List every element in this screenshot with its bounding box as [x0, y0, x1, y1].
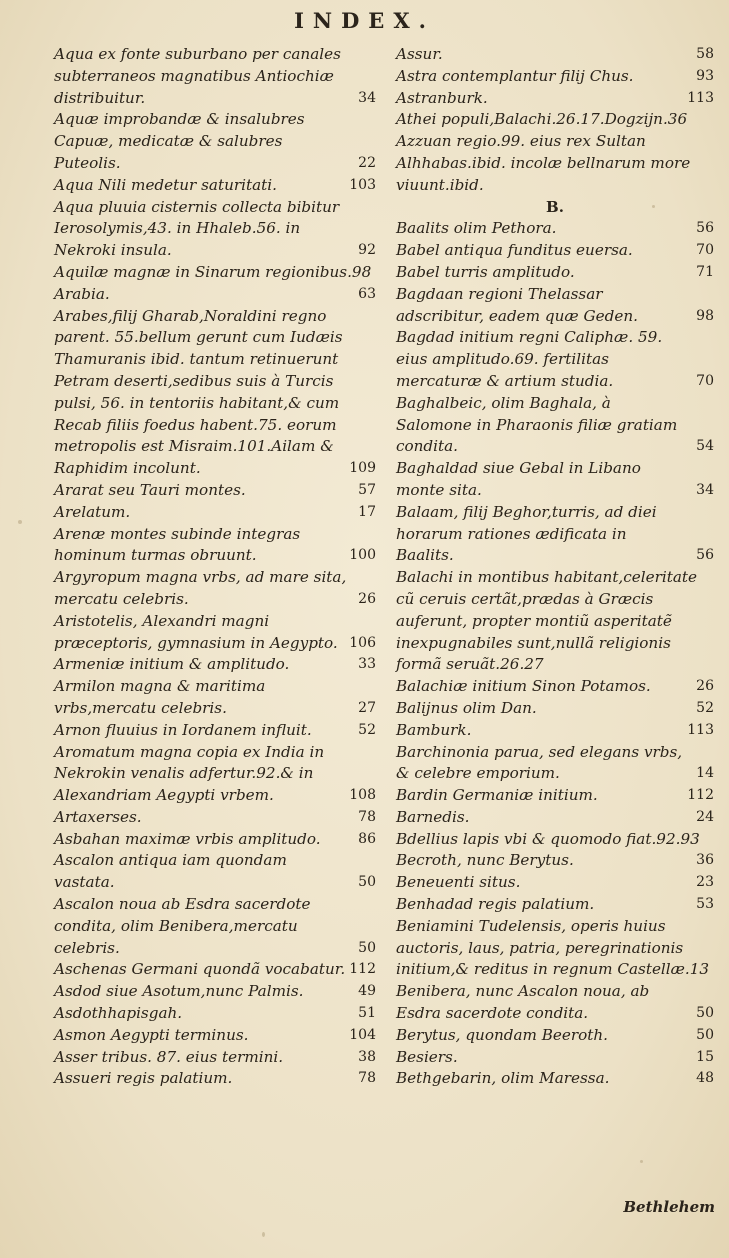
page-number: 100: [349, 547, 376, 564]
page-number: 50: [358, 939, 376, 956]
index-entry: [54, 981, 376, 1003]
page-number: 23: [696, 874, 714, 891]
index-entry: [396, 1047, 714, 1069]
entry-text: Aromatum magna copia ex India in Nekrokin venalis adfertur.92.& in Alexandriam Aegypti vrbem.: [54, 742, 325, 805]
entry-text: Arabes,filij Gharab,Noraldini regno parent. 55.bellum gerunt cum Iudæis Thamuranis ibid. tantum retinuerunt Petram deserti,sedibus suis à Turcis pulsi, 56. in tentoriis habitant,& cum Recab filiis foedus habent.75. eorum metropolis est Misraim.101.Ailam & Raphidim incolunt.: [54, 306, 343, 478]
page-number: 54: [696, 438, 714, 455]
page-number: 34: [358, 89, 376, 106]
page-number: 53: [696, 896, 714, 913]
index-entry: [396, 785, 714, 807]
index-entry: [396, 916, 714, 981]
page-number: 93: [696, 67, 714, 84]
entry-text: Ascalon antiqua iam quondam vastata.: [54, 851, 287, 892]
page-number: 50: [358, 874, 376, 891]
entry-text: Argyropum magna vrbs, ad mare sita, mercatu celebris.: [54, 568, 347, 608]
page-number: 108: [349, 787, 376, 804]
index-entry: [54, 502, 376, 524]
index-entry: [396, 240, 714, 262]
entry-text: Aqua Nili medetur saturitati.: [54, 175, 277, 194]
index-entry: [54, 676, 376, 720]
index-entry: [54, 175, 376, 197]
entry-text: Bagdaan regioni Thelassar adscribitur, eadem quæ Geden.: [396, 284, 638, 325]
page-number: 112: [349, 961, 376, 978]
page-number: 103: [349, 176, 376, 193]
section-letter: B.: [546, 197, 564, 216]
entry-text: Aschenas Germani quondã vocabatur.: [54, 960, 346, 979]
index-entry: [396, 109, 714, 131]
page-number: 86: [358, 830, 376, 847]
entry-text: Asbahan maximæ vrbis amplitudo.: [54, 829, 321, 848]
page-number: 34: [696, 481, 714, 498]
index-entry: [396, 676, 714, 698]
page-number: 49: [358, 983, 376, 1000]
entry-text: Balachi in montibus habitant,celeritate cũ ceruis certãt,prædas à Græcis auferunt, propter montiũ asperitatẽ inexpugnabiles sunt,nullã religionis formã seruãt.26.27: [396, 568, 697, 674]
page-number: 70: [696, 372, 714, 389]
entry-text: Bardin Germaniæ initium.: [396, 786, 598, 805]
entry-text: Baghaldad siue Gebal in Libano monte sita.: [396, 459, 641, 499]
entry-text: Assur.: [396, 45, 443, 63]
page-number: 14: [696, 765, 714, 782]
page-number: 113: [687, 89, 714, 106]
page-number: 70: [696, 242, 714, 259]
entry-text: Baalits olim Pethora.: [396, 219, 557, 238]
index-entry: [396, 981, 714, 1025]
index-entry: [396, 284, 714, 328]
page-number: 71: [696, 263, 714, 280]
index-entry: [54, 1068, 376, 1090]
entry-text: Besiers.: [396, 1047, 458, 1066]
page-number: 98: [696, 307, 714, 324]
index-entry: [54, 197, 376, 262]
page-number: 112: [687, 787, 714, 804]
entry-text: Aqua pluuia cisternis collecta bibitur Ierosolymis,43. in Hhaleb.56. in Nekroki insula.: [54, 197, 340, 260]
entry-text: Bamburk.: [396, 720, 472, 739]
index-entry: [54, 284, 376, 306]
entry-text: Armeniæ initium & amplitudo.: [54, 655, 290, 674]
index-entry: [396, 742, 714, 786]
page-number: 78: [358, 808, 376, 825]
entry-text: Aquilæ magnæ in Sinarum regionibus.98: [54, 262, 372, 281]
index-entry: [396, 1068, 714, 1090]
index-entry: [54, 959, 376, 981]
page-number: 48: [696, 1070, 714, 1087]
page-number: 24: [696, 808, 714, 825]
entry-text: Balachiæ initium Sinon Potamos.: [396, 677, 651, 696]
index-entry: [54, 654, 376, 676]
page-number: 15: [696, 1048, 714, 1065]
page-number: 27: [358, 699, 376, 716]
index-entry: [54, 262, 376, 284]
index-entry: [396, 720, 714, 742]
index-entry: [396, 262, 714, 284]
index-entry: [54, 742, 376, 807]
index-entry: [396, 458, 714, 502]
entry-text: Babel antiqua funditus euersa.: [396, 241, 633, 260]
page-number: 92: [358, 242, 376, 259]
index-entry: [396, 894, 714, 916]
page-number: 113: [687, 721, 714, 738]
page-number: 26: [696, 678, 714, 695]
entry-text: Benhadad regis palatium.: [396, 895, 595, 914]
index-entry: [396, 131, 714, 196]
index-entry: [396, 44, 714, 66]
page-number: 26: [358, 590, 376, 607]
index-entry: [54, 807, 376, 829]
index-entry: [396, 66, 714, 88]
index-entry: [54, 611, 376, 655]
entry-text: Beneuenti situs.: [396, 873, 521, 892]
entry-text: Babel turris amplitudo.: [396, 262, 575, 281]
page-number: 63: [358, 285, 376, 302]
index-entry: [54, 1003, 376, 1025]
index-entry: [396, 698, 714, 720]
index-entry: [54, 44, 376, 109]
page-number: 109: [349, 460, 376, 477]
index-entry: [396, 807, 714, 829]
index-entry: [54, 480, 376, 502]
index-entry: [54, 850, 376, 894]
entry-text: Bethgebarin, olim Maressa.: [396, 1069, 610, 1088]
index-entry: [54, 829, 376, 851]
entry-text: Athei populi,Balachi.26.17.Dogzijn.36: [396, 110, 688, 129]
entry-text: Aqua ex fonte suburbano per canales subterraneos magnatibus Antiochiæ distribuitur.: [54, 45, 341, 107]
page-number: 104: [349, 1026, 376, 1043]
index-entry: [396, 850, 714, 872]
entry-text: Arnon fluuius in Iordanem influit.: [54, 720, 312, 739]
index-entry: [396, 88, 714, 110]
entry-text: Arelatum.: [54, 502, 131, 521]
entry-text: Astranburk.: [396, 88, 488, 107]
index-entry: [396, 327, 714, 392]
index-entry: [396, 567, 714, 676]
index-entry: [54, 306, 376, 480]
entry-text: Astra contemplantur filij Chus.: [396, 66, 634, 85]
entry-text: Barnedis.: [396, 807, 470, 826]
page-number: 50: [696, 1026, 714, 1043]
page-number: 106: [349, 634, 376, 651]
index-header: INDEX.: [294, 8, 435, 33]
page-number: 38: [358, 1048, 376, 1065]
entry-text: Aristotelis, Alexandri magni præceptoris, gymnasium in Aegypto.: [54, 611, 338, 652]
left-column: [54, 44, 376, 1090]
entry-text: Aquæ improbandæ & insalubres Capuæ, medicatæ & salubres Puteolis.: [54, 110, 305, 172]
page-number: 52: [696, 699, 714, 716]
page-number: 58: [696, 46, 714, 62]
catchword: Bethlehem: [623, 1198, 715, 1216]
page-number: 52: [358, 721, 376, 738]
entry-text: Asdothhapisgah.: [54, 1004, 183, 1023]
index-entry: [54, 720, 376, 742]
entry-text: Benibera, nunc Ascalon noua, ab Esdra sacerdote condita.: [396, 982, 650, 1023]
index-entry: [54, 894, 376, 959]
entry-text: Assueri regis palatium.: [54, 1069, 233, 1088]
page-number: 56: [696, 547, 714, 564]
page-number: 50: [696, 1005, 714, 1022]
right-column: [396, 44, 714, 1090]
entry-text: Beniamini Tudelensis, operis huius auctoris, laus, patria, peregrinationis initium,& reditus in regnum Castellæ.13: [396, 916, 710, 979]
entry-text: Azzuan regio.99. eius rex Sultan Alhhabas.ibid. incolæ bellnarum more viuunt.ibid.: [396, 132, 691, 194]
entry-text: Berytus, quondam Beeroth.: [396, 1025, 609, 1044]
index-entry: [54, 1025, 376, 1047]
entry-text: Bdellius lapis vbi & quomodo fiat.92.93: [396, 829, 700, 848]
page-number: 51: [358, 1005, 376, 1022]
entry-text: Arabia.: [54, 284, 110, 303]
page-number: 17: [358, 503, 376, 520]
entry-text: Asser tribus. 87. eius termini.: [54, 1047, 284, 1066]
page-number: 36: [696, 852, 714, 869]
index-entry: [54, 524, 376, 568]
index-entry: [396, 872, 714, 894]
entry-text: Artaxerses.: [54, 807, 142, 826]
index-entry: [396, 393, 714, 458]
entry-text: Asdod siue Asotum,nunc Palmis.: [54, 982, 304, 1001]
entry-text: Barchinonia parua, sed elegans vrbs, & celebre emporium.: [396, 742, 683, 783]
page-number: 56: [696, 220, 714, 237]
index-entry: [54, 1047, 376, 1069]
entry-text: Armilon magna & maritima vrbs,mercatu celebris.: [54, 677, 266, 717]
page-number: 33: [358, 656, 376, 673]
entry-text: Balijnus olim Dan.: [396, 698, 537, 717]
index-entry: [396, 502, 714, 567]
index-entry: [54, 567, 376, 611]
entry-text: Bagdad initium regni Caliphæ. 59. eius amplitudo.69. fertilitas mercaturæ & artium studia.: [396, 328, 663, 390]
entry-text: Becroth, nunc Berytus.: [396, 851, 574, 870]
page-number: 78: [358, 1070, 376, 1087]
entry-text: Balaam, filij Beghor,turris, ad diei horarum rationes ædificata in Baalits.: [396, 502, 657, 565]
index-entry: [396, 829, 714, 851]
page-number: 57: [358, 481, 376, 498]
entry-text: Arenæ montes subinde integras hominum turmas obruunt.: [54, 524, 301, 565]
index-entry: [54, 109, 376, 174]
entry-text: Baghalbeic, olim Baghala, à Salomone in Pharaonis filiæ gratiam condita.: [396, 393, 678, 456]
entry-text: Asmon Aegypti terminus.: [54, 1025, 249, 1044]
entry-text: Ascalon noua ab Esdra sacerdote condita, olim Benibera,mercatu celebris.: [54, 895, 311, 957]
index-entry: [396, 218, 714, 240]
entry-text: Ararat seu Tauri montes.: [54, 480, 246, 499]
page-number: 22: [358, 154, 376, 171]
index-entry: [396, 1025, 714, 1047]
